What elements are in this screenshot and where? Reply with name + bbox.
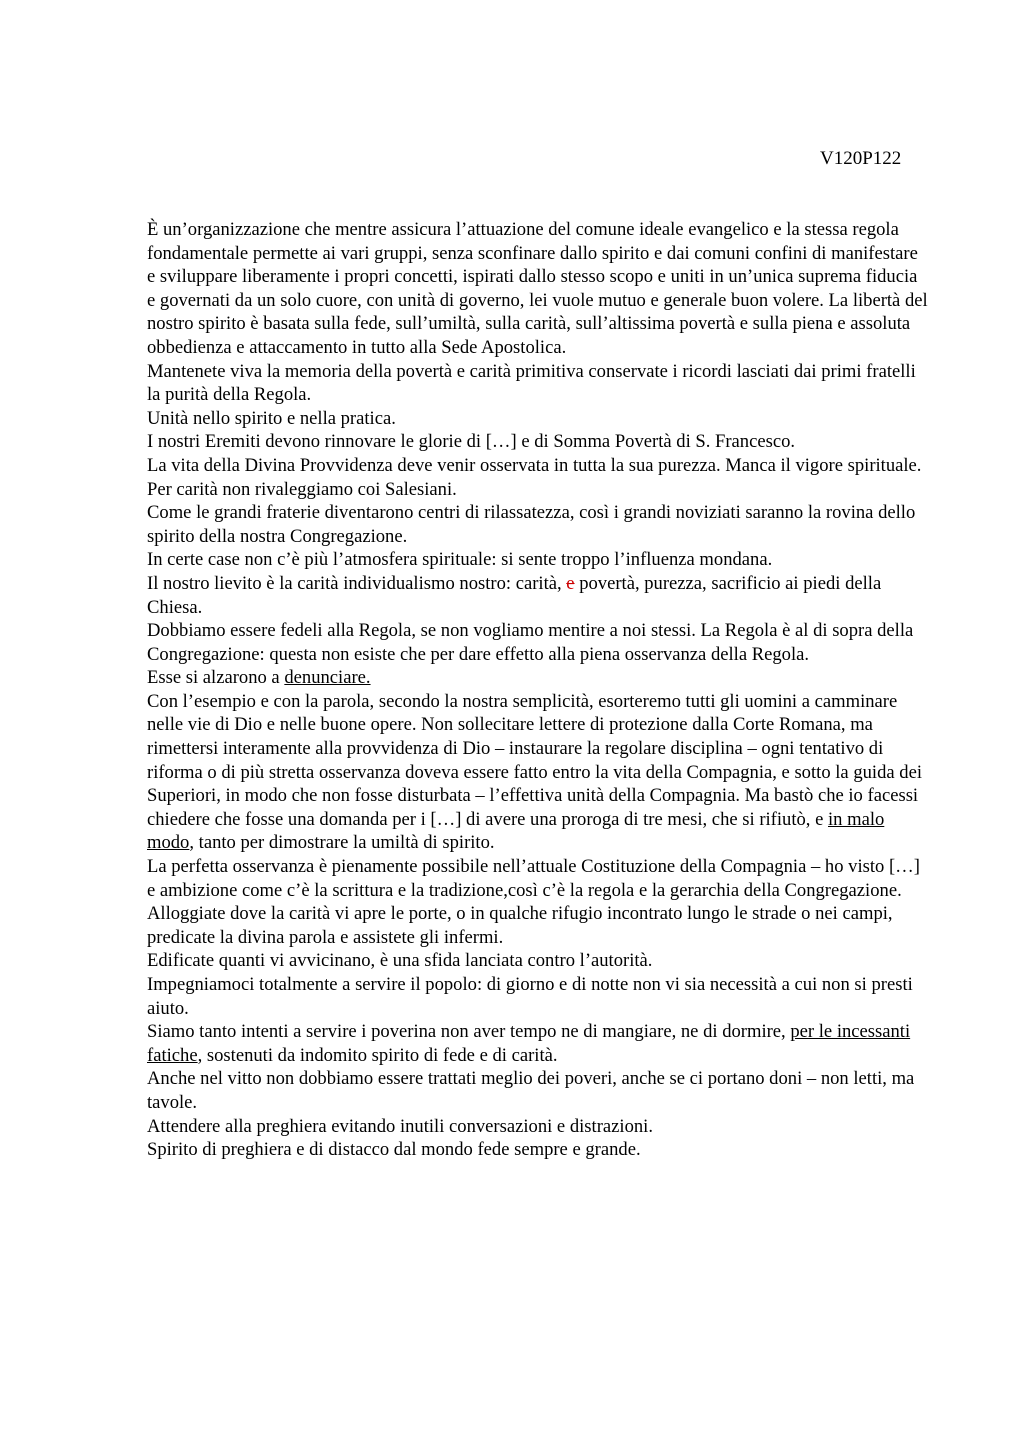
text-run: Siamo tanto intenti a servire i poverina non aver tempo ne di mangiare, ne di dormire, (147, 1021, 791, 1043)
text-run: povertà, purezza, sacrificio ai piedi della Chiesa. (147, 572, 882, 618)
text-run: Esse si alzarono a (147, 667, 285, 689)
paragraph: Mantenete viva la memoria della povertà e carità primitiva conservate i ricordi lasciati dai primi fratelli la purità della Regola. (147, 360, 916, 406)
paragraph: La perfetta osservanza è pienamente possibile nell’attuale Costituzione della Compagnia – ho visto […] e ambizione come c’è la scrittura e la tradizione,così c’è la regola e la gerarchia della Congregazione. (147, 856, 920, 901)
paragraph: Come le grandi fraterie diventarono centri di rilassatezza, così i grandi noviziati saranno la rovina dello spirito della nostra Congregazione. (147, 502, 916, 547)
paragraph (147, 1020, 929, 1067)
paragraph (147, 572, 929, 619)
document-body (147, 218, 929, 1162)
paragraph: Unità nello spirito e nella pratica. (147, 407, 396, 429)
paragraph: Edificate quanti vi avvicinano, è una sfida lanciata contro l’autorità. (147, 950, 653, 972)
paragraph: Impegniamoci totalmente a servire il popolo: di giorno e di notte non vi sia necessità a cui non si presti aiuto. (147, 974, 913, 1019)
deleted-text: e (566, 572, 575, 594)
page-id: V120P122 (820, 148, 902, 169)
paragraph: I nostri Eremiti devono rinnovare le glorie di […] e di Somma Povertà di S. Francesco. (147, 431, 796, 453)
text-run: , sostenuti da indomito spirito di fede e di carità. (197, 1044, 558, 1066)
paragraph: È un’organizzazione che mentre assicura l’attuazione del comune ideale evangelico e la stessa regola fondamentale permette ai vari gruppi, senza sconfinare dallo spirito e dai comuni confini di manifestare e sviluppare liberamente i propri concetti, ispirati dallo stesso scopo e uniti in un’unica suprema fiducia e governati da un solo cuore, con unità di governo, lei vuole mutuo e generale buon volere. La libertà del nostro spirito è basata sulla fede, sull’umiltà, sulla carità, sull’altissima povertà e sulla piena e assoluta obbedienza e attaccamento in tutto alla Sede Apostolica. (147, 219, 928, 358)
underlined-text: denunciare. (284, 667, 371, 689)
paragraph: Anche nel vitto non dobbiamo essere trattati meglio dei poveri, anche se ci portano doni – non letti, ma tavole. (147, 1068, 915, 1113)
paragraph: Attendere alla preghiera evitando inutili conversazioni e distrazioni. (147, 1115, 653, 1137)
underlined-text: per le incessanti fatiche (147, 1021, 911, 1066)
paragraph: La vita della Divina Provvidenza deve venir osservata in tutta la sua purezza. Manca il vigore spirituale. (147, 454, 922, 476)
paragraph: Dobbiamo essere fedeli alla Regola, se non vogliamo mentire a noi stessi. La Regola è al di sopra della Congregazione: questa non esiste che per dare effetto alla piena osservanza della Regola. (147, 620, 914, 665)
paragraph (147, 690, 929, 855)
paragraph (147, 666, 929, 690)
paragraph: Per carità non rivaleggiamo coi Salesiani. (147, 478, 457, 500)
paragraph: Spirito di preghiera e di distacco dal mondo fede sempre e grande. (147, 1139, 641, 1161)
paragraph: Alloggiate dove la carità vi apre le porte, o in qualche rifugio incontrato lungo le strade o nei campi, predicate la divina parola e assistete gli infermi. (147, 903, 893, 948)
text-run: Il nostro lievito è la carità individualismo nostro: carità, (147, 572, 567, 594)
text-run: , tanto per dimostrare la umiltà di spirito. (189, 832, 495, 854)
underlined-text: in malo modo (147, 808, 885, 854)
paragraph: In certe case non c’è più l’atmosfera spirituale: si sente troppo l’influenza mondana. (147, 549, 773, 571)
text-run: Con l’esempio e con la parola, secondo la nostra semplicità, esorteremo tutti gli uomini a camminare nelle vie di Dio e nelle buone opere. Non sollecitare lettere di protezione dalla Corte Romana, ma rimettersi interamente alla provvidenza di Dio – instaurare la regolare disciplina – ogni tentativo di riforma o di più stretta osservanza doveva essere fatto entro la vita della Compagnia, e sotto la guida dei Superiori, in modo che non fosse disturbata – l’effettiva unità della Compagnia. Ma bastò che io facessi chiedere che fosse una domanda per i […] di avere una proroga di tre mesi, che si rifiutò, e (147, 690, 922, 830)
